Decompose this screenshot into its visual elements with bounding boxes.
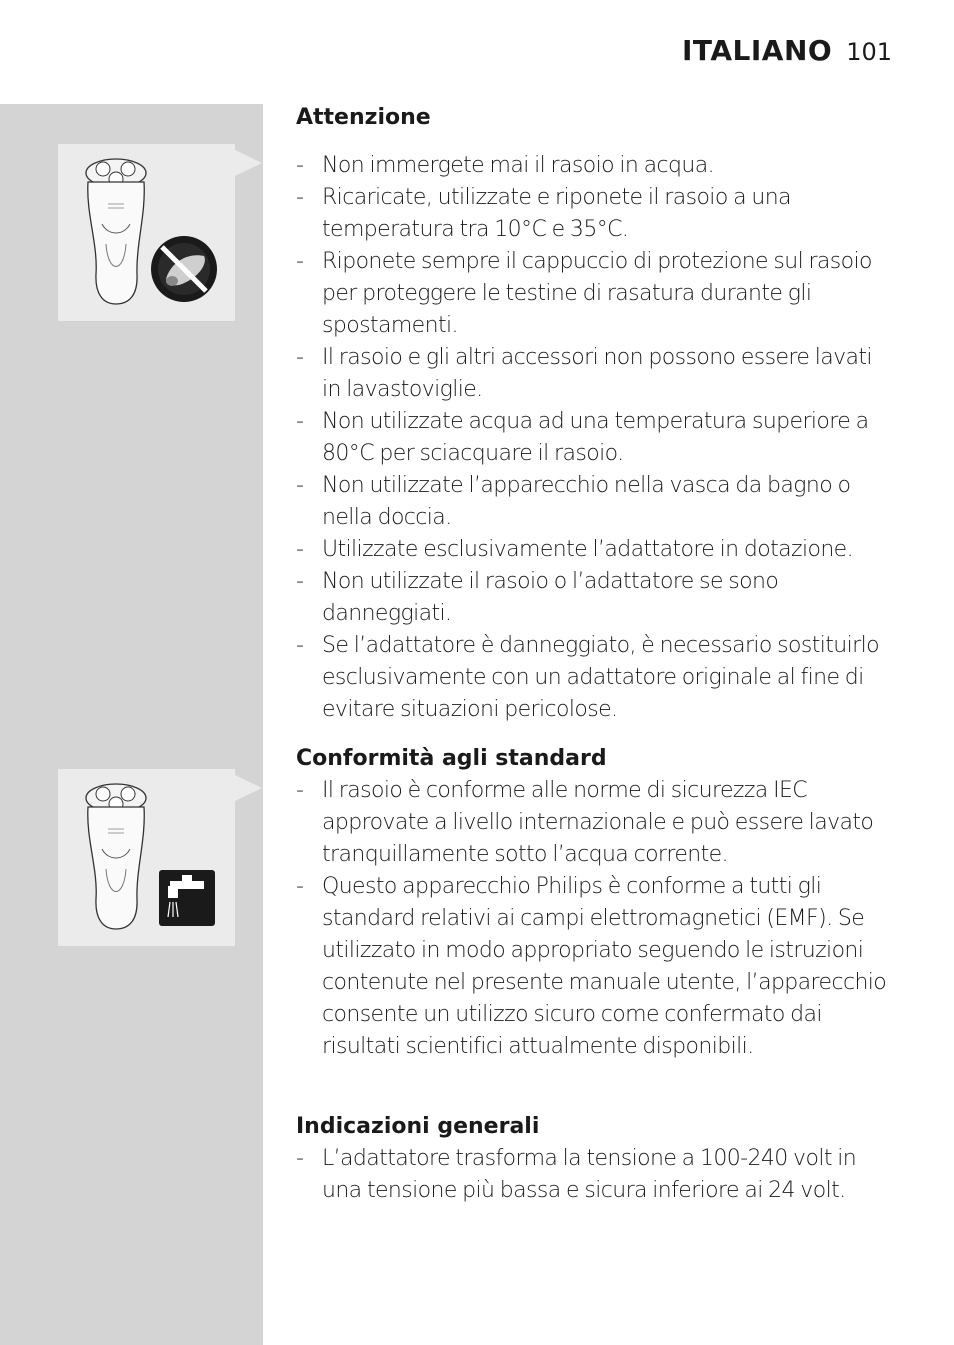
section-title: Conformità agli standard <box>296 746 607 771</box>
page-header <box>682 34 892 67</box>
list-item: - Questo apparecchio Philips è conforme a tutti gli standard relativi ai campi elettromagnetici (EMF). Se utilizzato in modo appropriato seguendo le istruzioni contenute nel presente manuale utente, l’apparecchio consente un utilizzo sicuro come confermato dai risultati scientifici attualmente disponibili. <box>296 871 896 1063</box>
warning-list <box>296 150 896 726</box>
list-item: - Il rasoio è conforme alle norme di sicurezza IEC approvate a livello internazionale e può essere lavato tranquillamente sotto l’acqua corrente. <box>296 775 896 871</box>
section-title: Indicazioni generali <box>296 1114 540 1139</box>
general-list <box>296 1143 896 1207</box>
language-heading: ITALIANO <box>682 34 833 67</box>
section-indicazioni <box>296 1111 896 1207</box>
page-number: 101 <box>846 38 892 66</box>
list-item: - Non utilizzate l’apparecchio nella vasca da bagno o nella doccia. <box>296 470 896 534</box>
list-item: - Non utilizzate acqua ad una temperatura superiore a 80°C per sciacquare il rasoio. <box>296 406 896 470</box>
figure-shaver-no-immersion <box>58 144 235 321</box>
list-item: - Utilizzate esclusivamente l’adattatore in dotazione. <box>296 534 896 566</box>
list-item: - Ricaricate, utilizzate e riponete il rasoio a una temperatura tra 10°C e 35°C. <box>296 182 896 246</box>
rinse-under-tap-icon <box>58 769 235 946</box>
list-item: - Non immergete mai il rasoio in acqua. <box>296 150 896 182</box>
list-item: - Non utilizzate il rasoio o l’adattatore se sono danneggiati. <box>296 566 896 630</box>
list-item: - Il rasoio e gli altri accessori non possono essere lavati in lavastoviglie. <box>296 342 896 406</box>
section-attenzione <box>296 102 896 726</box>
list-item: - Riponete sempre il cappuccio di protezione sul rasoio per proteggere le testine di rasatura durante gli spostamenti. <box>296 246 896 342</box>
figure-shaver-rinse <box>58 769 235 946</box>
section-title: Attenzione <box>296 105 431 130</box>
list-item: - L’adattatore trasforma la tensione a 100-240 volt in una tensione più bassa e sicura inferiore ai 24 volt. <box>296 1143 896 1207</box>
conformity-list <box>296 775 896 1063</box>
no-immersion-icon <box>58 144 235 321</box>
section-conformita <box>296 743 896 1063</box>
list-item: - Se l’adattatore è danneggiato, è necessario sostituirlo esclusivamente con un adattatore originale al fine di evitare situazioni pericolose. <box>296 630 896 726</box>
